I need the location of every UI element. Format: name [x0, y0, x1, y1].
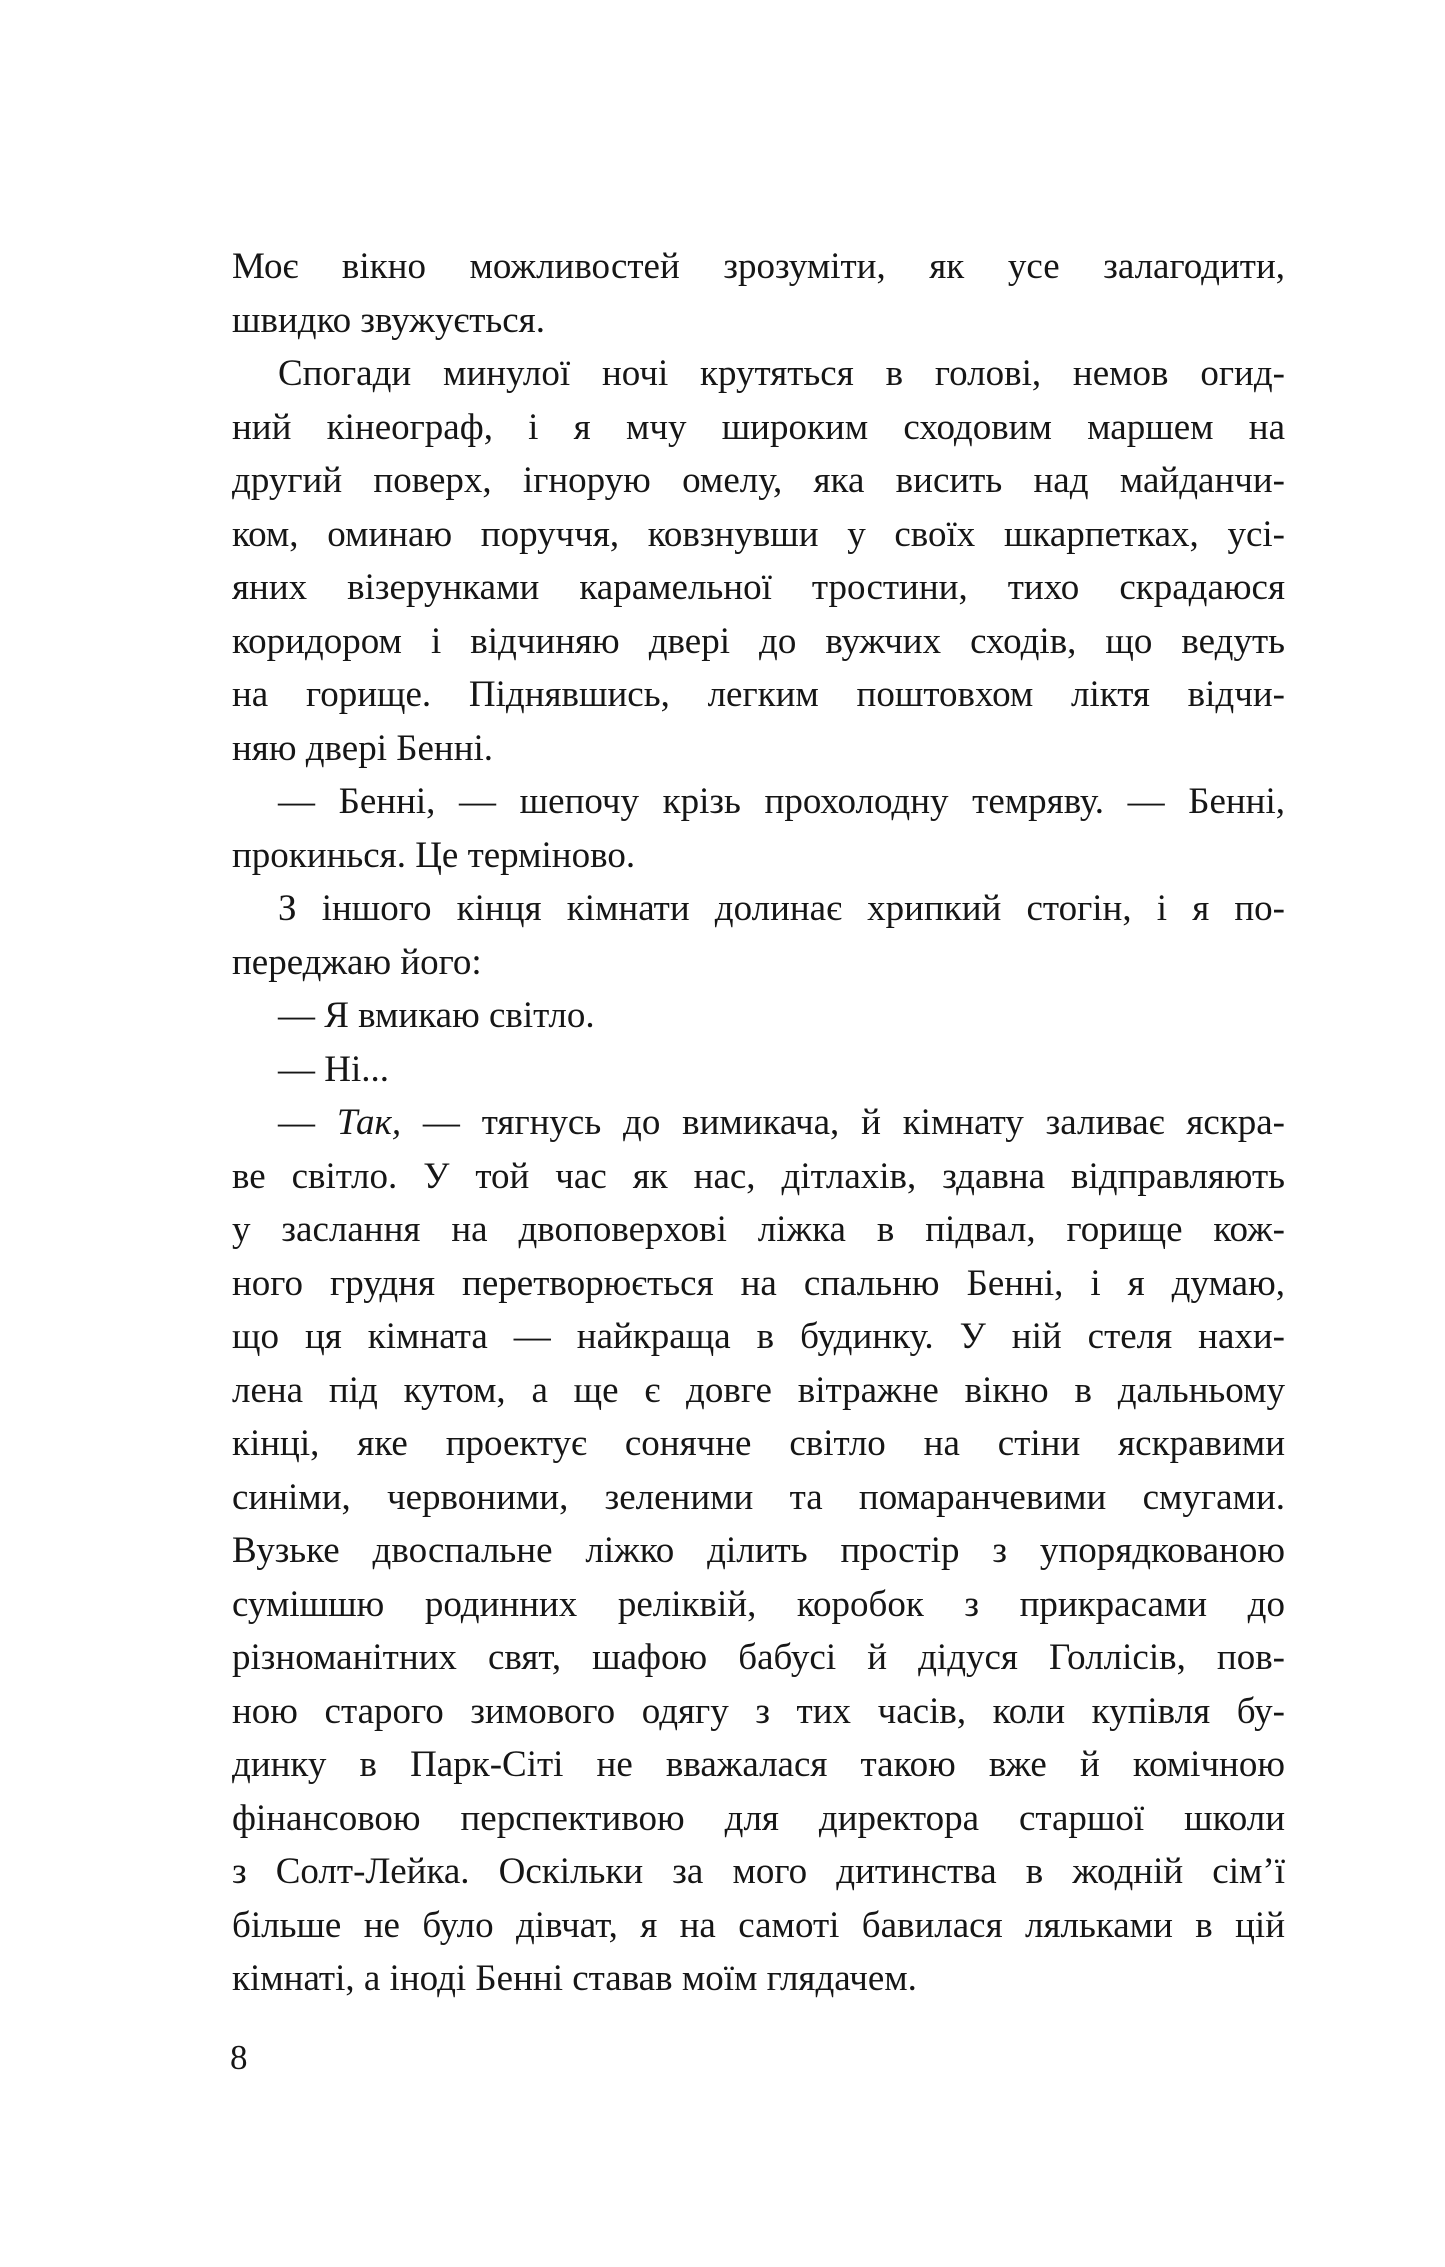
text-segment: різноманітних свят, шафою бабусі й дідуся Голлісів, пов- [232, 1637, 1285, 1678]
text-line [232, 294, 1285, 348]
text-segment: більше не було дівчат, я на самоті бавилася ляльками в цій [232, 1904, 1285, 1946]
text-line [232, 1096, 1285, 1150]
text-segment: — Бенні, — шепочу крізь прохолодну темряву. — Бенні, [278, 781, 1285, 822]
text-line [232, 1952, 1285, 2006]
text-line [232, 240, 1285, 294]
text-segment: Вузьке двоспальне ліжко ділить простір з упорядкованою [232, 1530, 1285, 1571]
text-line [232, 1631, 1285, 1685]
text-segment: переджаю його: [232, 941, 482, 983]
text-line [232, 401, 1285, 455]
text-segment: другий поверх, ігнорую омелу, яка висить над майданчи- [232, 460, 1285, 501]
text-line [232, 1203, 1285, 1257]
text-segment: динку в Парк-Сіті не вважалася такою вже й комічною [232, 1744, 1285, 1785]
text-line [232, 882, 1285, 936]
text-line [232, 829, 1285, 883]
text-segment: Спогади минулої ночі крутяться в голові, немов огид- [278, 353, 1285, 394]
text-line [232, 1364, 1285, 1418]
text-segment: — [278, 1102, 337, 1143]
text-line [232, 1471, 1285, 1525]
text-segment: З іншого кінця кімнати долинає хрипкий стогін, і я по- [278, 888, 1285, 929]
text-line [232, 1524, 1285, 1578]
text-line [232, 1899, 1285, 1953]
text-line [232, 1150, 1285, 1204]
text-line [232, 1685, 1285, 1739]
text-line [232, 989, 1285, 1043]
text-segment: синіми, червоними, зеленими та помаранчевими смугами. [232, 1476, 1285, 1518]
text-segment: швидко звужується. [232, 299, 545, 341]
text-line [232, 775, 1285, 829]
text-line [232, 1845, 1285, 1899]
text-segment: — Я вмикаю світло. [278, 995, 595, 1036]
italic-text: Так, [336, 1102, 402, 1143]
text-line [232, 668, 1285, 722]
text-segment: кінці, яке проектує сонячне світло на стіни яскравими [232, 1423, 1285, 1464]
text-segment: на горище. Піднявшись, легким поштовхом ліктя відчи- [232, 674, 1285, 715]
text-line [232, 615, 1285, 669]
text-segment: у заслання на двоповерхові ліжка в підвал, горище кож- [232, 1209, 1285, 1250]
text-segment: з Солт-Лейка. Оскільки за мого дитинства в жодній сім’ї [232, 1851, 1285, 1892]
text-segment: лена під кутом, а ще є довге вітражне вікно в дальньому [232, 1369, 1285, 1411]
text-line [232, 508, 1285, 562]
text-line [232, 722, 1285, 776]
text-segment: ного грудня перетворюється на спальню Бенні, і я думаю, [232, 1262, 1285, 1304]
text-segment: ве світло. У той час як нас, дітлахів, здавна відправляють [232, 1155, 1285, 1197]
text-segment: прокинься. Це терміново. [232, 834, 636, 876]
text-line [232, 1257, 1285, 1311]
text-line [232, 561, 1285, 615]
text-line [232, 1578, 1285, 1632]
text-line [232, 1738, 1285, 1792]
text-segment: ком, оминаю поруччя, ковзнувши у своїх шкарпетках, усі- [232, 513, 1285, 555]
text-segment: яних візерунками карамельної тростини, тихо скрадаюся [232, 567, 1285, 608]
text-segment: няю двері Бенні. [232, 727, 494, 769]
text-segment: сумішшю родинних реліквій, коробок з прикрасами до [232, 1583, 1285, 1625]
text-block [232, 240, 1285, 2006]
text-line [232, 454, 1285, 508]
text-line [232, 1043, 1285, 1097]
text-segment: Моє вікно можливостей зрозуміти, як усе залагодити, [232, 246, 1285, 287]
text-segment: ний кінеограф, і я мчу широким сходовим маршем на [232, 406, 1285, 448]
text-line [232, 1310, 1285, 1364]
text-line [232, 936, 1285, 990]
text-segment: кімнаті, а іноді Бенні ставав моїм глядачем. [232, 1958, 917, 1999]
text-segment: — тягнусь до вимикача, й кімнату заливає яскра- [401, 1102, 1285, 1143]
text-line [232, 1417, 1285, 1471]
text-line [232, 347, 1285, 401]
text-segment: коридором і відчиняю двері до вужчих сходів, що ведуть [232, 620, 1285, 662]
text-segment: ною старого зимового одягу з тих часів, коли купівля бу- [232, 1690, 1285, 1732]
page-number: 8 [230, 2038, 248, 2077]
text-line [232, 1792, 1285, 1846]
text-segment: фінансовою перспективою для директора старшої школи [232, 1797, 1285, 1839]
text-segment: що ця кімната — найкраща в будинку. У ній стеля нахи- [232, 1316, 1285, 1357]
text-segment: — Ні... [278, 1048, 389, 1090]
